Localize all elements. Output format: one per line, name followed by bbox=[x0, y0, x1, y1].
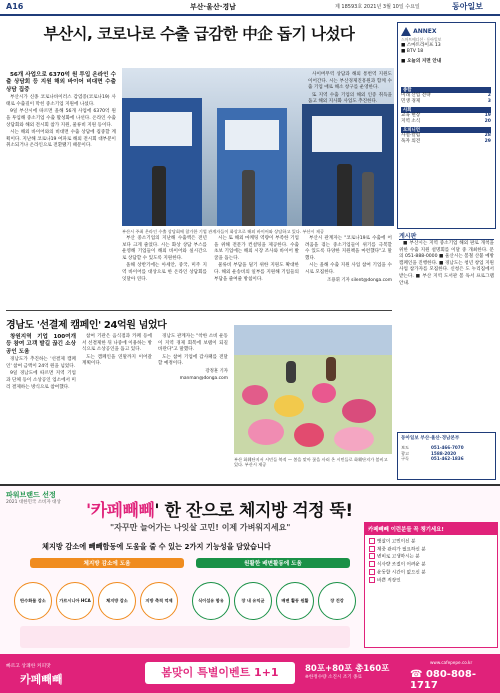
ad-feature-circle: 지방 축적 억제 bbox=[140, 582, 178, 620]
contact-list bbox=[401, 445, 491, 462]
headline-second: 경남도 '선결제 캠페인' 24억원 넘었다 bbox=[6, 320, 167, 331]
annex-logo bbox=[401, 27, 437, 36]
contact-row: 광고 1588-2020 bbox=[401, 450, 457, 456]
story1-lead: 56개 사업으로 6370억 원 투입 온라인 수출 상담회 등 지원 해외 바이어 비대면 수출 상담 집중 bbox=[6, 72, 116, 93]
ad-benefit-1: 체지방 감소에 도움 bbox=[30, 558, 184, 568]
ad-feature-circle: 식이섬유 함유 bbox=[192, 582, 230, 620]
ad-price-note: ※한정수량 소진시 조기 종료 bbox=[305, 675, 363, 680]
checklist-item: 바쁜 직장인 bbox=[369, 577, 493, 585]
notice-divider bbox=[399, 239, 494, 240]
story2-lead: 창원지역 기업 100여개 등 참여 고객 발길 끊긴 소상공인 도움 bbox=[6, 334, 76, 355]
story1-column-4 bbox=[305, 236, 392, 284]
story2-column-2 bbox=[82, 334, 152, 369]
annex-sub: 스마트에디션 · 동아일보 bbox=[401, 37, 442, 42]
ad-feature-circle: 체지방 감소 bbox=[98, 582, 136, 620]
checklist-item: 식사량 조절이 어려운 분 bbox=[369, 561, 493, 569]
story2-column-3 bbox=[158, 334, 228, 382]
contact-box bbox=[397, 432, 496, 480]
checkbox-icon bbox=[369, 553, 375, 559]
story1-column-5 bbox=[308, 72, 392, 107]
page-number: A16 bbox=[6, 2, 24, 11]
story1-paragraph: 시는 올해 수출 지원 사업 참여 기업을 수시로 모집한다. bbox=[305, 263, 392, 275]
ad-footer-banner[interactable] bbox=[0, 654, 500, 693]
annex-box bbox=[397, 22, 496, 229]
ad-product-strip bbox=[20, 626, 350, 648]
checkbox-icon bbox=[369, 569, 375, 575]
story2-paragraph: 경남도 관계자는 "착한 소비 운동이 지역 경제 회복에 보탬이 되길 바란다"고 말했다. bbox=[158, 334, 228, 353]
story1-column-2 bbox=[122, 236, 207, 284]
toc-item[interactable]: 민생 경제 3 bbox=[401, 99, 491, 104]
section-title: 부산·울산·경남 bbox=[190, 3, 236, 11]
ad-title: '카페빼빼' 한 잔으로 체지방 걱정 뚝! bbox=[86, 501, 353, 521]
story1-paragraph: 또 지역 수출 기업의 해외 인증 취득을 돕고 해외 지사화 사업도 추진한다. bbox=[308, 92, 392, 105]
contact-title: 동아일보 부산·울산·경남본부 bbox=[401, 436, 460, 441]
ad-brand-award-sub: 2021 대한민국 소비자 대상 bbox=[6, 500, 61, 505]
contact-row: 구독 051-462-1836 bbox=[401, 456, 464, 462]
story2-paragraph: 9일 경남도에 따르면 지역 기업과 단체 등이 소상공인 업소에서 미리 결제하는 방식으로 참여했다. bbox=[6, 371, 76, 390]
notice-text: ■ 부산시는 지역 중소기업 해외 판로 개척을 위한 수출 지원 설명회를 이달 중 개최한다. 문의 051-888-0000 ■ 울산시는 봄철 산불 예방 캠페인을 진행한다. ■ 경남도는 청년 창업 지원 사업 참가자를 모집한다. 신청은 도 누리집에서 받는다. ■ 부산 지역 도서관 봄 독서 프로그램 안내. bbox=[399, 241, 494, 286]
checkbox-icon bbox=[369, 561, 375, 567]
story2-column-1 bbox=[6, 334, 76, 392]
story1-paragraph: 9일 부산시에 따르면 올해 56개 사업에 6370억 원을 투입해 중소기업 수출 활성화에 나선다. 온라인 수출 상담회와 해외 전시회 참가 지원, 물류비 지원 등이다. bbox=[6, 109, 116, 128]
story1-paragraph: 부산시가 신종 코로나바이러스 감염증(코로나19) 사태로 수출길이 막힌 중소기업 지원에 나섰다. bbox=[6, 95, 116, 107]
story-divider bbox=[6, 310, 392, 311]
ad-footer-tagline: 빠르고 상쾌한 커피맛 bbox=[6, 664, 51, 669]
headline-main: 부산시, 코로나로 수출 급감한 中企 돕기 나섰다 bbox=[43, 25, 355, 43]
story2-caption: 부산 화훼단지서 시민들 북적 — 봄을 맞아 꽃을 사러 온 시민들로 화훼단지가 붐비고 있다. 부산시 제공 bbox=[234, 457, 388, 468]
advertisement[interactable] bbox=[0, 484, 500, 693]
toc-item[interactable]: 지역 소식 20 bbox=[401, 119, 491, 124]
toc-section: 오피니언 bbox=[401, 127, 491, 133]
story2-paragraph: 경남도가 추진하는 '선결제 캠페인' 참여 금액이 24억 원을 넘었다. bbox=[6, 357, 76, 369]
ad-event-button[interactable]: 봄맞이 특별이벤트 1+1 bbox=[145, 662, 295, 684]
ad-feature-circle: 탄수화물 감소 bbox=[14, 582, 52, 620]
story2-paragraph: 참여 기관은 음식점과 카페 등에서 선결제한 뒤 나중에 이용하는 방식으로 소상공인을 돕고 있다. bbox=[82, 334, 152, 353]
ad-checklist-box bbox=[364, 522, 498, 648]
story1-paragraph: 시는 해외 바이어와의 비대면 수출 상담에 집중할 계획이다. 지난해 코로나19 여파로 해외 전시회 대부분이 취소되거나 온라인으로 전환됐기 때문이다. bbox=[6, 130, 116, 149]
checkbox-icon bbox=[369, 546, 375, 552]
ad-feature-circle: 장 내 유익균 bbox=[234, 582, 272, 620]
ad-tagline: 체지방 감소에 빼빼함동에 도움을 줄 수 있는 2가지 기능성을 담았습니다 bbox=[42, 542, 271, 551]
ad-phone-number[interactable]: ☎ 080-808-1717 bbox=[410, 669, 476, 691]
ad-checklist bbox=[365, 535, 497, 587]
ad-subtitle: "자꾸만 늘어가는 나잇살 고민! 이제 가벼워지세요" bbox=[110, 523, 291, 532]
checkbox-icon bbox=[369, 577, 375, 583]
story1-paragraph: 사이버무역 상담과 해외 통번역 지원도 이어간다. 시는 부산경제진흥원과 함께 수출 기업 애로 해소 창구를 운영한다. bbox=[308, 72, 392, 91]
ad-feature-circle: 가르시니아 HCA bbox=[56, 582, 94, 620]
toc-item[interactable]: 사설·칼럼 28 bbox=[401, 133, 491, 138]
story1-column-3 bbox=[214, 236, 299, 284]
toc-section: 종합 bbox=[401, 87, 491, 93]
toc-section: 사회 bbox=[401, 107, 491, 113]
annex-header-list bbox=[401, 43, 491, 65]
notice-board-body bbox=[399, 241, 494, 288]
toc-item[interactable]: 독자 의견 29 bbox=[401, 139, 491, 144]
table-of-contents bbox=[401, 85, 491, 145]
ad-footer-brand: 카페빼빼 bbox=[20, 673, 63, 686]
ad-benefit-2: 원활한 배변활동에 도움 bbox=[196, 558, 350, 568]
story1-paragraph: 시는 또 해외 마케팅 역량이 부족한 기업을 위해 전문가 컨설팅을 제공한다. 수출 초보 기업에는 해외 시장 조사와 바이어 발굴을 돕는다. bbox=[214, 236, 299, 261]
story2-paragraph: 도는 참여 기업에 감사패를 전달할 예정이다. bbox=[158, 354, 228, 367]
notice-board-title: 게시판 bbox=[399, 233, 417, 240]
ad-feature-circle: 배변 활동 원활 bbox=[276, 582, 314, 620]
story1-paragraph: 부산 중소기업의 지난해 수출액은 전년보다 크게 줄었다. 시는 화상 상담 부스를 운영해 기업들이 해외 바이어와 실시간으로 상담할 수 있도록 지원한다. bbox=[122, 236, 207, 261]
story1-paragraph: 물류비 부담을 덜기 위한 지원도 확대한다. 해외 운송비의 일부를 지원해 기업들의 부담을 줄여줄 방침이다. bbox=[214, 263, 299, 282]
story1-paragraph: 올해 상반기에는 아세안, 중국, 미주 지역 바이어를 대상으로 한 온라인 상담회를 잇달아 연다. bbox=[122, 263, 207, 282]
newspaper-logo: 동아일보 bbox=[452, 2, 483, 11]
issue-info: 제 18593호 2021년 3월 10일 수요일 bbox=[335, 4, 420, 10]
annex-logo-text: ANNEX bbox=[413, 28, 437, 35]
checkbox-icon bbox=[369, 538, 375, 544]
toc-item[interactable]: 미래 산업 전략 2 bbox=[401, 93, 491, 98]
story2-photo bbox=[234, 325, 392, 454]
toc-item[interactable]: ■ 스마트라이프 13 bbox=[401, 43, 441, 48]
toc-item[interactable]: 교육 현장 19 bbox=[401, 113, 491, 118]
ad-brand-award: 파워브랜드 선정 bbox=[6, 491, 56, 499]
contact-row: 보도 051-466-7070 bbox=[401, 445, 464, 450]
checklist-item: 운동할 시간이 없으신 분 bbox=[369, 569, 493, 577]
page-header bbox=[0, 0, 500, 16]
ad-feature-circle: 장 건강 bbox=[318, 582, 356, 620]
story1-caption: 부산시 주최 온라인 수출 상담회에 참가한 기업 관계자들이 화상으로 해외 바이어와 상담하고 있다. 부산시 제공 bbox=[122, 229, 325, 234]
triangle-icon bbox=[401, 27, 411, 36]
story1-byline: 조용휘 기자 silent@donga.com bbox=[327, 277, 392, 283]
checklist-item: 뱃살이 고민이신 분 bbox=[369, 538, 493, 546]
story1-paragraph: 부산시 관계자는 "코로나19로 수출에 어려움을 겪는 중소기업들이 위기를 극복할 수 있도록 다양한 지원책을 마련했다"고 말했다. bbox=[305, 236, 392, 261]
ad-checklist-title: 카페빼빼 이런분들 꼭 챙기세요! bbox=[365, 523, 497, 535]
story2-paragraph: 도는 캠페인을 연말까지 이어갈 계획이다. bbox=[82, 354, 152, 367]
ad-website-link[interactable]: www.cafepepe.co.kr bbox=[430, 660, 473, 665]
story1-column-1 bbox=[6, 72, 116, 151]
toc-item[interactable]: ■ BTV 18 bbox=[401, 49, 424, 54]
ad-price: 80포+80포 총160포 bbox=[305, 664, 390, 674]
checklist-item: 체중 관리가 필요하신 분 bbox=[369, 546, 493, 554]
toc-title: ■ 오늘의 지면 안내 bbox=[401, 59, 442, 64]
checklist-item: 변비로 고생하시는 분 bbox=[369, 553, 493, 561]
story2-byline: 강정훈 기자 manman@donga.com bbox=[179, 368, 228, 381]
